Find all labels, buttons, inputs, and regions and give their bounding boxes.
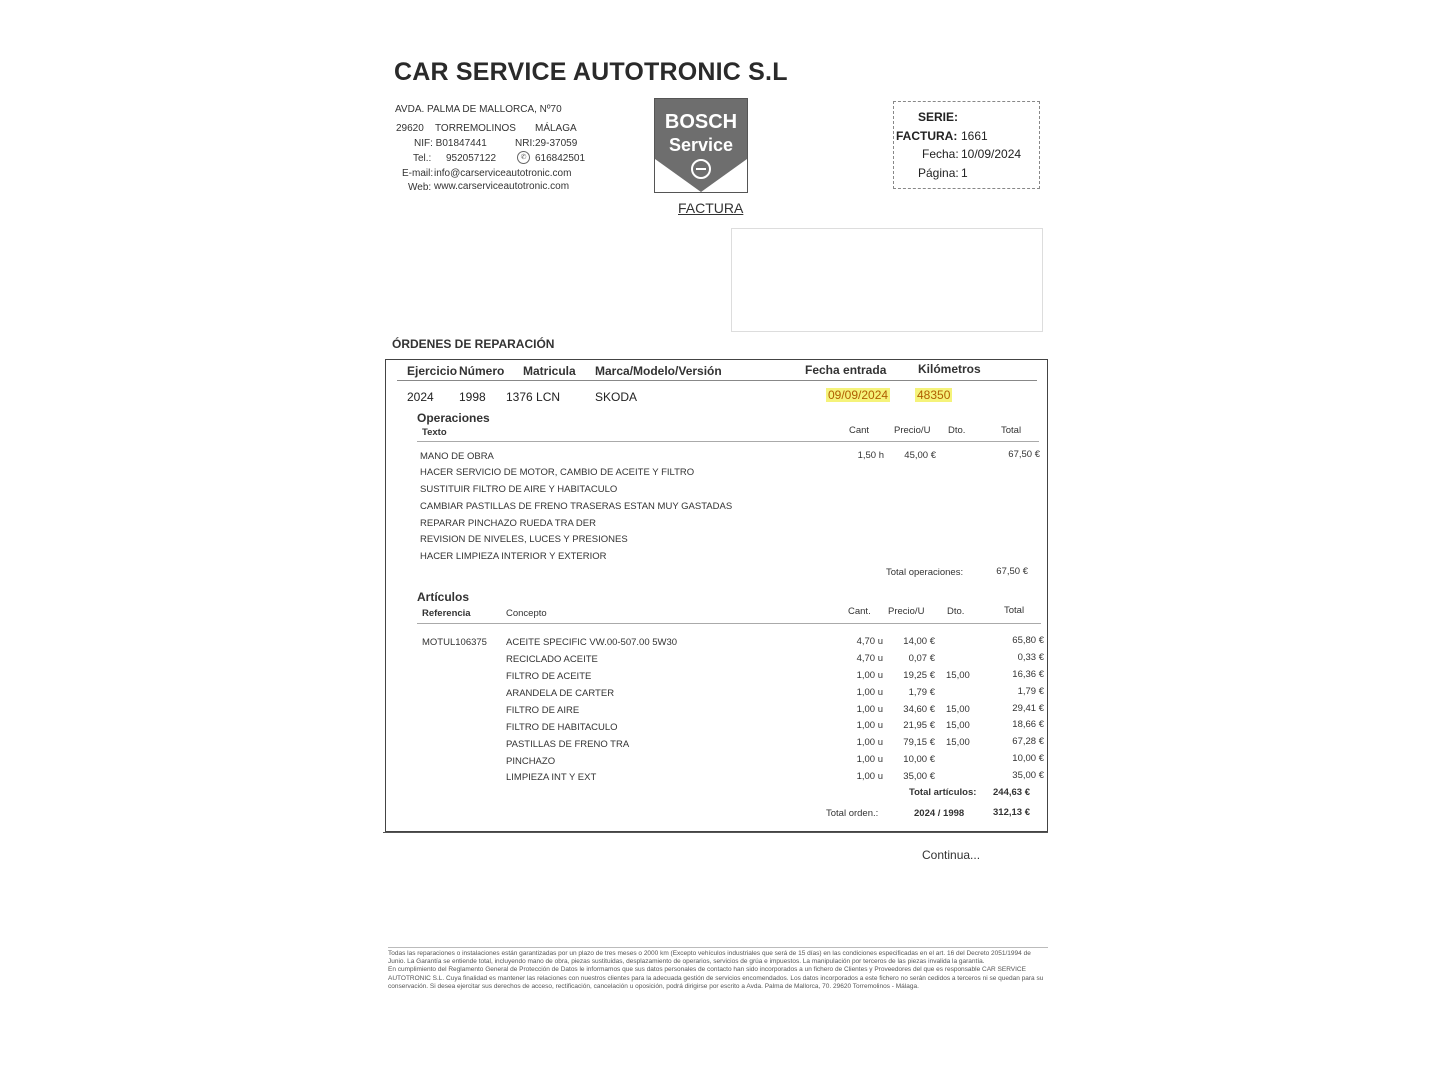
op-line: SUSTITUIR FILTRO DE AIRE Y HABITACULO <box>420 484 618 495</box>
art-col-total: Total <box>1004 605 1025 616</box>
art-dto: 15,00 <box>946 720 970 731</box>
op-col-dto: Dto. <box>948 425 966 436</box>
invoice-info-box <box>893 101 1040 189</box>
op-line: MANO DE OBRA <box>420 451 494 462</box>
op-cant: 1,50 h <box>857 450 884 461</box>
fecha-label: Fecha: <box>922 147 959 161</box>
serie-label: SERIE: <box>918 110 959 124</box>
company-name: CAR SERVICE AUTOTRONIC S.L <box>394 58 788 86</box>
col-ejercicio: Ejercicio <box>407 364 458 378</box>
articulos-title: Artículos <box>417 590 470 604</box>
op-col-precio: Precio/U <box>894 425 931 436</box>
art-total: 65,80 € <box>1012 635 1044 646</box>
art-ref: MOTUL106375 <box>422 637 487 648</box>
bosch-service-logo <box>654 98 748 193</box>
art-dto: 15,00 <box>946 670 970 681</box>
art-total: 18,66 € <box>1012 719 1044 730</box>
orders-box-bottom-line <box>383 832 1048 833</box>
art-col-concepto: Concepto <box>506 608 547 619</box>
order-kilometros: 48350 <box>917 388 951 402</box>
op-precio: 45,00 € <box>904 450 936 461</box>
art-cant: 1,00 u <box>856 670 883 681</box>
pagina-label: Página: <box>918 166 959 180</box>
art-concepto: ARANDELA DE CARTER <box>506 688 615 699</box>
company-nif: NIF: B01847441 <box>414 138 487 149</box>
art-dto: 15,00 <box>946 704 970 715</box>
art-concepto: FILTRO DE AIRE <box>506 705 580 716</box>
footer-privacy: En cumplimiento del Reglamento General de Protección de Datos le informamos que sus datos personales de contacto han sido incorporados a un fichero de Clientes y Proveedores del que es responsable CAR SERVICE AUTOTRONIC S.L. Cuya finalidad es mantener las relaciones con nuestros clientes para la adecuada gestión de servicios encomendados. Los datos incorporados a este fichero no serán cedidos a terceros ni se quedan para su conservación. Si desea ejercitar sus derechos de acceso, rectificación, cancelación u oposición, podrá dirigirse por escrito a Avda. Palma de Mallorca, 70. 29620 Torremolinos - Málaga. <box>388 966 1044 990</box>
op-col-cant: Cant <box>849 425 870 436</box>
art-concepto: FILTRO DE ACEITE <box>506 671 592 682</box>
total-orden-value: 312,13 € <box>993 807 1030 818</box>
art-precio: 1,79 € <box>908 687 935 698</box>
art-concepto: ACEITE SPECIFIC VW.00-507.00 5W30 <box>506 637 678 648</box>
footer-legal <box>388 950 1048 991</box>
art-col-cant: Cant. <box>848 606 871 617</box>
company-postal: 29620 <box>396 123 424 134</box>
art-cant: 1,00 u <box>856 720 883 731</box>
col-marca: Marca/Modelo/Versión <box>595 364 722 378</box>
art-cant: 1,00 u <box>856 687 883 698</box>
art-cant: 4,70 u <box>856 653 883 664</box>
art-precio: 14,00 € <box>903 636 935 647</box>
factura-number: 1661 <box>961 129 988 143</box>
art-col-dto: Dto. <box>947 606 965 617</box>
op-line: HACER SERVICIO DE MOTOR, CAMBIO DE ACEITE Y FILTRO <box>420 467 695 478</box>
pagina-value: 1 <box>961 166 968 180</box>
company-tel-label: Tel.: <box>413 153 432 164</box>
company-address: AVDA. PALMA DE MALLORCA, Nº70 <box>395 104 562 115</box>
art-concepto: LIMPIEZA INT Y EXT <box>506 772 597 783</box>
art-concepto: FILTRO DE HABITACULO <box>506 722 618 733</box>
op-header-divider <box>417 441 1039 442</box>
art-total: 29,41 € <box>1012 703 1044 714</box>
art-precio: 79,15 € <box>903 737 935 748</box>
op-total-value: 67,50 € <box>996 566 1028 577</box>
art-total-value: 244,63 € <box>993 787 1030 798</box>
factura-label: FACTURA: <box>896 129 958 143</box>
company-web-label: Web: <box>408 182 432 193</box>
op-total: 67,50 € <box>1008 449 1040 460</box>
col-matricula: Matricula <box>523 364 576 378</box>
art-cant: 1,00 u <box>856 771 883 782</box>
art-cant: 1,00 u <box>856 704 883 715</box>
company-nri: NRI:29-37059 <box>515 138 578 149</box>
header-divider <box>397 380 1037 381</box>
order-ejercicio: 2024 <box>407 390 434 404</box>
operaciones-title: Operaciones <box>417 411 490 425</box>
art-total: 1,79 € <box>1017 686 1044 697</box>
op-line: HACER LIMPIEZA INTERIOR Y EXTERIOR <box>420 551 607 562</box>
logo-line2: Service <box>668 135 734 155</box>
op-total-label: Total operaciones: <box>886 567 964 578</box>
op-line: CAMBIAR PASTILLAS DE FRENO TRASERAS ESTAN MUY GASTADAS <box>420 501 733 512</box>
art-col-precio: Precio/U <box>888 606 925 617</box>
art-concepto: PINCHAZO <box>506 756 556 767</box>
art-cant: 4,70 u <box>856 636 883 647</box>
art-total: 35,00 € <box>1012 770 1044 781</box>
order-matricula: 1376 LCN <box>506 390 561 404</box>
footer-guarantee: Todas las reparaciones o instalaciones están garantizadas por un plazo de tres meses o 2000 km (Excepto vehículos industriales que será de 15 días) en las condiciones especificadas en el art. 16 del Decreto 2051/1994 de Junio. La Garantía se entiende total, incluyendo mano de obra, piezas sustituidas, desplazamiento de operarios, servicios de grúa e impuestos. La manipulación por terceros de las piezas invalida la garantía. <box>388 950 1031 966</box>
col-numero: Número <box>459 364 505 378</box>
footer-divider <box>388 947 1048 948</box>
company-city: TORREMOLINOS <box>435 123 516 134</box>
logo-line1: BOSCH <box>664 111 738 133</box>
company-whatsapp: 616842501 <box>535 153 586 164</box>
order-numero: 1998 <box>459 390 486 404</box>
total-orden-ref: 2024 / 1998 <box>914 808 965 819</box>
art-total: 16,36 € <box>1012 669 1044 680</box>
company-province: MÁLAGA <box>535 123 577 134</box>
document-title: FACTURA <box>678 200 744 216</box>
fecha-value: 10/09/2024 <box>961 147 1022 161</box>
op-line: REVISION DE NIVELES, LUCES Y PRESIONES <box>420 534 628 545</box>
art-precio: 0,07 € <box>908 653 935 664</box>
art-col-referencia: Referencia <box>422 608 471 619</box>
art-total-label: Total artículos: <box>909 787 977 798</box>
company-tel: 952057122 <box>446 153 497 164</box>
art-cant: 1,00 u <box>856 754 883 765</box>
company-web: www.carserviceautotronic.com <box>434 181 570 192</box>
art-total: 10,00 € <box>1012 753 1044 764</box>
client-address-box <box>731 228 1043 332</box>
orders-section-title: ÓRDENES DE REPARACIÓN <box>392 337 555 351</box>
art-concepto: RECICLADO ACEITE <box>506 654 598 665</box>
order-fecha-entrada: 09/09/2024 <box>828 388 889 402</box>
art-concepto: PASTILLAS DE FRENO TRA <box>506 739 630 750</box>
art-precio: 10,00 € <box>903 754 935 765</box>
art-precio: 19,25 € <box>903 670 935 681</box>
whatsapp-icon: ✆ <box>517 151 530 164</box>
art-cant: 1,00 u <box>856 737 883 748</box>
continua-note: Continua... <box>922 848 981 862</box>
col-kilometros: Kilómetros <box>918 362 981 376</box>
art-precio: 34,60 € <box>903 704 935 715</box>
art-dto: 15,00 <box>946 737 970 748</box>
art-total: 67,28 € <box>1012 736 1044 747</box>
art-total: 0,33 € <box>1017 652 1044 663</box>
op-line: REPARAR PINCHAZO RUEDA TRA DER <box>420 518 596 529</box>
op-col-texto: Texto <box>422 427 447 438</box>
art-header-divider <box>417 623 1041 624</box>
col-fecha-entrada: Fecha entrada <box>805 363 887 377</box>
total-orden-label: Total orden.: <box>826 808 879 819</box>
order-marca: SKODA <box>595 390 638 404</box>
art-precio: 21,95 € <box>903 720 935 731</box>
art-precio: 35,00 € <box>903 771 935 782</box>
op-col-total: Total <box>1001 425 1022 436</box>
company-email-label: E-mail: <box>402 168 434 179</box>
company-email: info@carserviceautotronic.com <box>434 168 572 179</box>
